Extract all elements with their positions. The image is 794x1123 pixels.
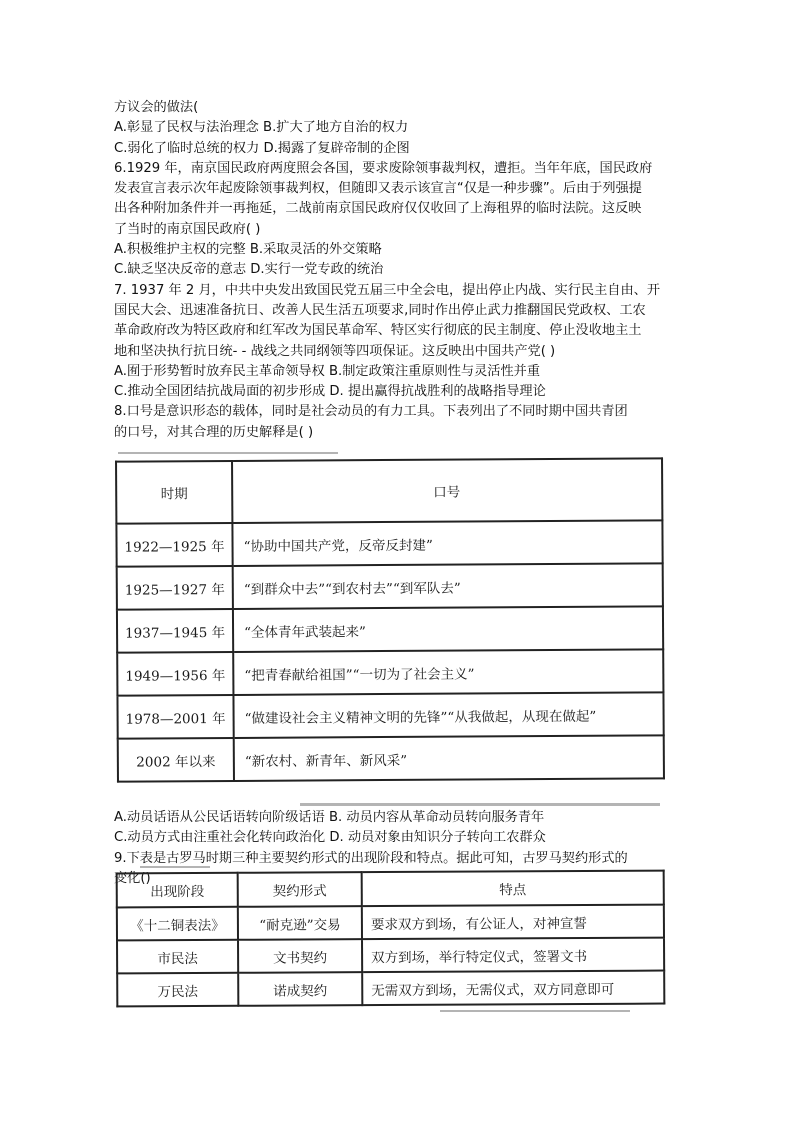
table-row	[117, 971, 664, 1007]
table-header-row	[117, 871, 664, 908]
question-8-stem: 的口号，对其合理的历史解释是( )	[114, 424, 314, 440]
period-cell: 1978—2001 年	[117, 695, 233, 739]
period-cell: 2002 年以来	[118, 738, 234, 782]
slogan-cell: “做建设社会主义精神文明的先锋”“从我做起，从现在做起”	[233, 692, 663, 738]
option-line: C.推动全国团结抗战局面的初步形成 D. 提出赢得抗战胜利的战略指导理论	[114, 384, 546, 400]
period-cell: 1922—1925 年	[116, 523, 232, 567]
text-line: 方议会的做法(	[114, 100, 199, 115]
period-cell: 1937—1945 年	[117, 609, 233, 653]
question-6-stem: 6.1929 年，南京国民政府两度照会各国，要求废除领事裁判权，遭拒。当年年底，国民政府	[114, 160, 653, 176]
table-row	[117, 649, 663, 695]
slogan-cell: “到群众中去”“到农村去”“到军队去”	[233, 563, 663, 609]
period-cell: 1925—1927 年	[117, 566, 233, 610]
scan-artifact-strip	[300, 803, 660, 806]
table-row	[116, 520, 662, 566]
period-cell: 1949—1956 年	[117, 652, 233, 696]
header-feature: 特点	[362, 871, 664, 907]
question-9-stem: 9.下表是古罗马时期三种主要契约形式的出现阶段和特点。据此可知，古罗马契约形式的	[114, 850, 628, 866]
option-line: C.弱化了临时总统的权力 D.揭露了复辟帝制的企图	[114, 140, 410, 156]
option-line: A.动员话语从公民话语转向阶级话语 B. 动员内容从革命动员转向服务青年	[114, 810, 545, 825]
question-9-stem: 变化()	[114, 870, 151, 886]
stage-cell: 万民法	[117, 973, 238, 1007]
feature-cell: 无需双方到场，无需仪式，双方同意即可	[362, 971, 664, 1006]
question-7-stem: 革命政府改为特区政府和红军改为国民革命军、特区实行彻底的民主制度、停止没收地主土	[114, 323, 642, 339]
slogan-table	[115, 457, 665, 782]
table-header-row	[116, 458, 662, 523]
scan-artifact-strip	[440, 1010, 630, 1012]
question-7-stem: 地和坚决执行抗日统- - 战线之共同纲领等四项保证。这反映出中国共产党( )	[114, 343, 556, 359]
header-period: 时期	[116, 461, 232, 524]
table-row	[117, 938, 664, 974]
table-row	[117, 692, 663, 738]
question-7-stem: 7. 1937 年 2 月，中共中央发出致国民党五届三中全会电，提出停止内战、实行民主自由、开	[114, 282, 661, 298]
question-7-stem: 国民大会、迅速准备抗日、改善人民生活五项要求,同时作出停止武力推翻国民党政权、工农	[114, 302, 646, 318]
stage-cell: 市民法	[117, 940, 238, 974]
slogan-cell: “协助中国共产党，反帝反封建”	[232, 520, 662, 566]
slogan-cell: “全体青年武装起来”	[233, 606, 663, 652]
header-slogan: 口号	[232, 458, 662, 523]
question-6-stem: 出各种附加条件并一再拖延，二战前南京国民政府仅仅收回了上海租界的临时法院。这反映	[114, 201, 642, 217]
form-cell: 文书契约	[238, 939, 362, 973]
option-line: A.彰显了民权与法治理念 B.扩大了地方自治的权力	[114, 120, 409, 136]
option-line: C.动员方式由注重社会化转向政治化 D. 动员对象由知识分子转向工农群众	[114, 830, 546, 846]
question-text-block-1	[114, 98, 684, 443]
question-6-stem: 发表宣言表示次年起废除领事裁判权，但随即又表示该宣言“仅是一种步骤”。后由于列强提	[114, 181, 642, 197]
option-line: A.囿于形势暂时放弃民主革命领导权 B.制定政策注重原则性与灵活性并重	[114, 363, 541, 379]
table-row	[117, 563, 663, 609]
option-line: A.积极维护主权的完整 B.采取灵活的外交策略	[114, 242, 382, 258]
header-stage: 出现阶段	[117, 873, 238, 908]
stage-cell: 《十二铜表法》	[117, 907, 238, 941]
question-8-stem: 8.口号是意识形态的载体，同时是社会动员的有力工具。下表列出了不同时期中国共青团	[114, 404, 628, 420]
slogan-cell: “新农村、新青年、新风采”	[234, 735, 664, 781]
scan-artifact-strip	[140, 866, 210, 868]
table-row	[117, 606, 663, 652]
option-line: C.缺乏坚决反帝的意志 D.实行一党专政的统治	[114, 262, 384, 278]
contract-table	[116, 870, 666, 1008]
form-cell: 诺成契约	[238, 972, 362, 1006]
header-form: 契约形式	[238, 872, 362, 907]
feature-cell: 要求双方到场，有公证人，对神宣誓	[362, 905, 664, 940]
scan-artifact-strip	[118, 452, 338, 454]
feature-cell: 双方到场，举行特定仪式，签署文书	[362, 938, 664, 973]
question-6-stem: 了当时的南京国民政府( )	[114, 221, 261, 237]
table-row	[117, 905, 664, 941]
slogan-cell: “把青春献给祖国”“一切为了社会主义”	[233, 649, 663, 695]
form-cell: “耐克逊”交易	[238, 906, 362, 940]
table-row	[118, 735, 664, 781]
